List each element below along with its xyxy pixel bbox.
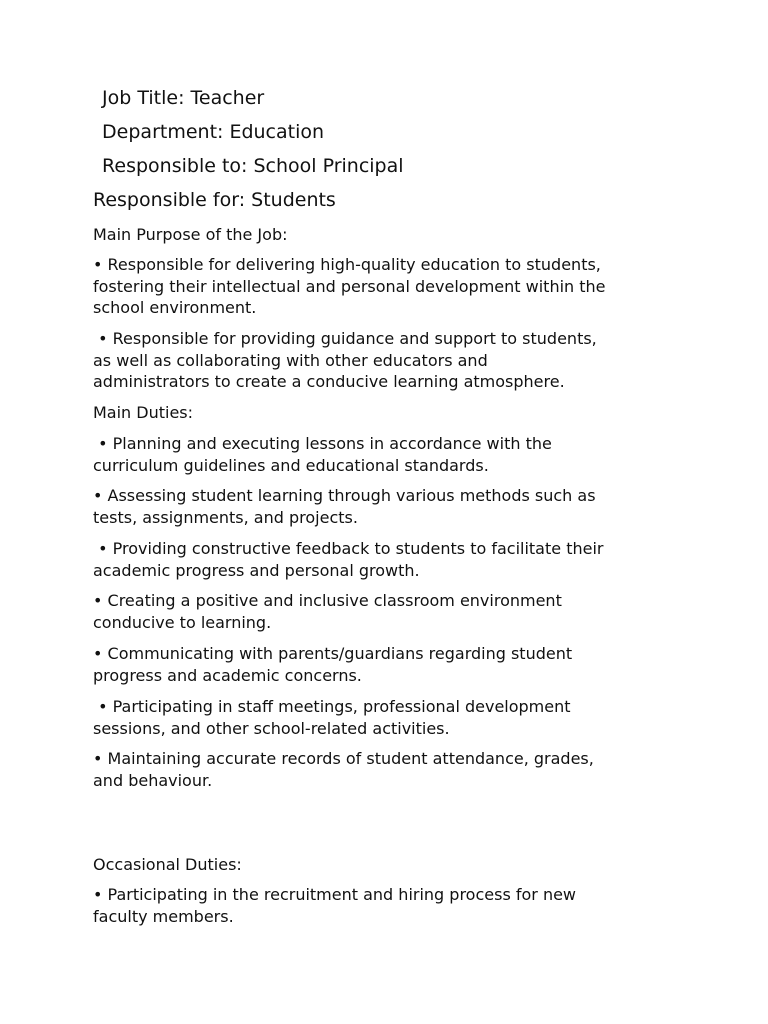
duty-item: • Creating a positive and inclusive classroom environment conducive to learning.: [93, 591, 562, 632]
job-title: Job Title: Teacher: [96, 87, 265, 109]
duty-item: • Providing constructive feedback to students to facilitate their academic progress and personal growth.: [93, 539, 604, 580]
main-duties-heading: Main Duties:: [93, 403, 194, 422]
responsible-to: Responsible to: School Principal: [96, 155, 404, 177]
duty-item: • Assessing student learning through various methods such as tests, assignments, and projects.: [93, 486, 596, 527]
department: Department: Education: [96, 121, 325, 143]
occasional-duties-heading: Occasional Duties:: [93, 855, 242, 874]
occasional-item: • Participating in the recruitment and hiring process for new faculty members.: [93, 885, 577, 926]
duty-item: • Communicating with parents/guardians regarding student progress and academic concerns.: [93, 644, 573, 685]
purpose-item: • Responsible for providing guidance and support to students, as well as collaborating with other educators and administrators to create a conducive learning atmosphere.: [93, 329, 597, 391]
duty-item: • Participating in staff meetings, professional development sessions, and other school-related activities.: [93, 697, 571, 738]
purpose-item: • Responsible for delivering high-quality education to students, fostering their intellectual and personal development within the school environment.: [93, 255, 606, 317]
main-purpose-heading: Main Purpose of the Job:: [93, 225, 288, 244]
responsible-for: Responsible for: Students: [93, 189, 336, 211]
duty-item: • Maintaining accurate records of student attendance, grades, and behaviour.: [93, 749, 594, 790]
duty-item: • Planning and executing lessons in accordance with the curriculum guidelines and educational standards.: [93, 434, 552, 475]
